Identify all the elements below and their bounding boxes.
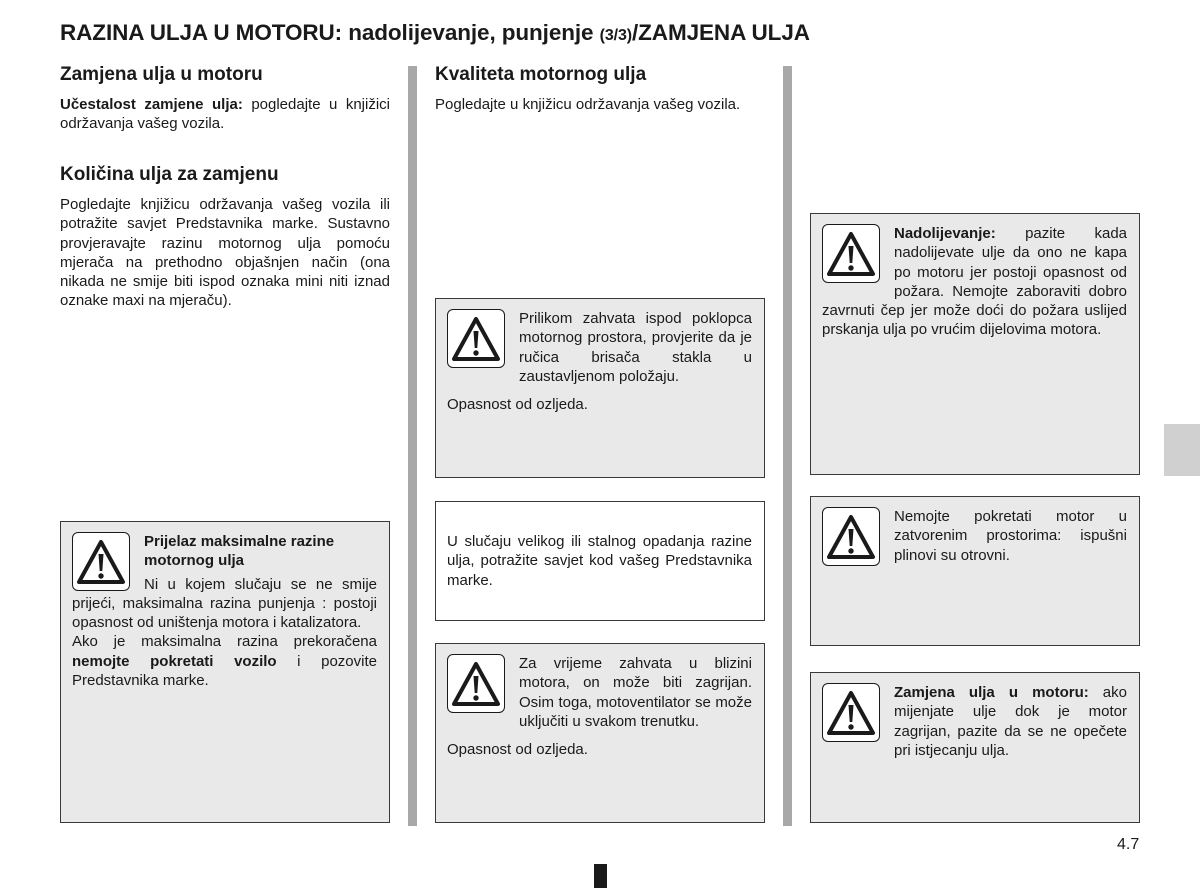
warning-triangle-icon bbox=[72, 532, 130, 591]
warning-box-wiper bbox=[435, 298, 765, 478]
title-end: /ZAMJENA ULJA bbox=[632, 20, 810, 45]
warning-box-hot-oil-change bbox=[810, 672, 1140, 823]
hot-oil-change-label: Zamjena ulja u motoru: bbox=[894, 684, 1089, 701]
page-title bbox=[60, 20, 810, 46]
warning-box-hot-engine-content bbox=[447, 654, 752, 759]
warning-wiper-note: Opasnost od ozljeda. bbox=[447, 396, 588, 414]
warning-triangle-icon bbox=[822, 224, 880, 283]
warning-box-exhaust bbox=[810, 496, 1140, 646]
warning-triangle-icon bbox=[447, 654, 505, 713]
oil-change-frequency bbox=[60, 95, 390, 134]
info-box-oil-drop bbox=[435, 501, 765, 621]
warning-box-hot-oil-change-content bbox=[822, 683, 1127, 760]
bottom-binding-mark bbox=[594, 864, 607, 888]
warning-box-wiper-content bbox=[447, 309, 752, 414]
title-part: (3/3) bbox=[599, 27, 633, 44]
warning-triangle-icon bbox=[822, 507, 880, 566]
warning-box-topping-up bbox=[810, 213, 1140, 475]
warning-hot-engine-text: Za vrijeme zahvata u blizini motora, on može biti zagrijan. Osim toga, motoventilator se može uključiti u svakom trenutku. bbox=[519, 655, 752, 730]
topping-up-label: Nadolijevanje: bbox=[894, 225, 996, 242]
warning-triangle-icon bbox=[447, 309, 505, 368]
frequency-label: Učestalost zamjene ulja: bbox=[60, 96, 243, 113]
chapter-side-tab bbox=[1164, 424, 1200, 476]
warning-box-hot-engine bbox=[435, 643, 765, 823]
warning-box-topping-up-content bbox=[822, 224, 1127, 340]
advice-text-a: Ako je maksimalna razina prekoračena bbox=[72, 633, 377, 651]
oil-quantity-text: Pogledajte knjižicu održavanja vašeg vozila ili potražite savjet Predstavnika marke. Sustavno provjeravajte razinu motornog ulja pomoću mjerača na prethodno objašnjen način (ona nikada ne smije biti ispod oznaka mini niti iznad oznake maxi na mjeraču). bbox=[60, 196, 390, 310]
warning-box-max-level bbox=[60, 521, 390, 823]
warning-box-max-level-content bbox=[72, 532, 377, 690]
section-heading-oil-quantity: Količina ulja za zamjenu bbox=[60, 164, 279, 185]
column-divider-left bbox=[408, 66, 417, 826]
advice-text-bold: nemojte pokretati vozilo bbox=[72, 652, 277, 670]
topping-up-body: pazite kada nadolijevate ulje da ono ne kapa po motoru jer postoji opasnost od požara. Nemojte zaboraviti dobro zavrnuti čep jer može doći do požara uslijed prskanja ulja po vrućim dijelovima motora. bbox=[822, 225, 1127, 339]
warning-box-exhaust-content bbox=[822, 507, 1127, 566]
title-main: RAZINA ULJA U MOTORU: nadolijevanje, punjenje bbox=[60, 20, 600, 45]
warning-max-level-title: Prijelaz maksimalne razine motornog ulja bbox=[144, 533, 335, 570]
frequency-text: pogledajte u knjižici održavanja vašeg vozila. bbox=[60, 96, 390, 133]
section-heading-oil-change: Zamjena ulja u motoru bbox=[60, 64, 263, 85]
warning-exhaust-text: Nemojte pokretati motor u zatvorenim prostorima: ispušni plinovi su otrovni. bbox=[894, 508, 1127, 564]
column-divider-right bbox=[783, 66, 792, 826]
page-number: 4.7 bbox=[1117, 836, 1140, 853]
warning-triangle-icon bbox=[822, 683, 880, 742]
advice-text-b: i pozovite Predstavnika marke. bbox=[72, 652, 377, 690]
warning-hot-engine-note: Opasnost od ozljeda. bbox=[447, 741, 588, 759]
info-box-oil-drop-text: U slučaju velikog ili stalnog opadanja razine ulja, potražite savjet kod vašeg Predstavnika marke. bbox=[447, 533, 752, 589]
warning-max-level-text: Ni u kojem slučaju se ne smije prijeći, maksimalna razina punjenja : postoji opasnost od uništenja motora i katalizatora. bbox=[72, 575, 377, 632]
section-heading-oil-quality: Kvaliteta motornog ulja bbox=[435, 64, 647, 85]
warning-max-level-advice bbox=[72, 632, 377, 690]
oil-quality-text: Pogledajte u knjižicu održavanja vašeg vozila. bbox=[435, 96, 741, 113]
warning-wiper-text: Prilikom zahvata ispod poklopca motornog prostora, provjerite da je ručica brisača stakla u zaustavljenom položaju. bbox=[519, 310, 752, 385]
hot-oil-change-body: ako mijenjate ulje dok je motor zagrijan, pazite da se ne opečete pri istjecanju ulja. bbox=[894, 684, 1127, 759]
